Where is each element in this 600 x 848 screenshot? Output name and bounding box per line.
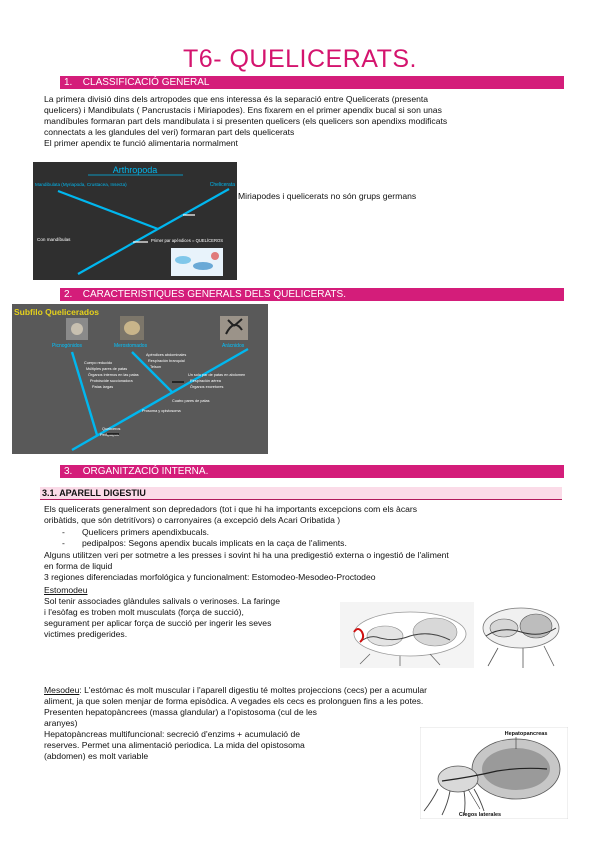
mesodeu-line-5: (abdomen) es molt variable — [44, 751, 149, 761]
mesodeu-line-2: aranyes) — [44, 718, 78, 728]
mesodeu-line-4: reserves. Permet una alimentació periodica. La mida del opistosoma — [44, 740, 305, 750]
arthropoda-cladogram — [33, 162, 237, 280]
spider-anatomy-figure-2 — [478, 596, 564, 674]
subsection-3-1-heading: APARELL DIGESTIU — [59, 488, 146, 498]
page-title: T6- QUELICERATS. — [183, 45, 417, 73]
label-hepatopancreas: Hepatopancreas — [504, 731, 548, 737]
cladogram-title: Arthropoda — [112, 165, 158, 175]
hepatopancreas-figure — [420, 727, 568, 819]
note-10: Órganos excretores — [190, 385, 224, 389]
mesodeu-line-0: aliment, ja que solen menjar de forma episòdica. A vegades els cecs es prolonguen fins a les potes. — [44, 696, 424, 706]
s1-line-2: mandíbules formaran part dels mandibulata i si presenten quelicers (els quelicers son apendixs modificats — [44, 116, 448, 126]
after-line-1: en forma de liquid — [44, 561, 113, 571]
estomodeu-line-1: i l'esòfag es troben molt musculats (força de succió), — [44, 607, 244, 617]
estomodeu-line-3: victimes predigerides. — [44, 629, 128, 639]
section-1-text — [44, 94, 560, 149]
intro-line-1: oribàtids, que són detritívors) o carronyaires (a excepció dels Acari Oribatida ) — [44, 515, 341, 525]
subsection-3-1-number: 3.1. — [42, 488, 58, 498]
cladogram-mid-right-label: Primer par apéndices = QUELÍCEROS — [151, 238, 224, 243]
note-5: Apéndices abdominales — [146, 353, 187, 357]
arachnid-photo — [220, 316, 248, 340]
note-12: Prosoma y opistosoma — [142, 409, 181, 413]
s1-line-3: connectats a les glandules del veri) formaran part dels quelicerats — [44, 127, 295, 137]
cladogram-left-label: Mandibulata (Myriapoda, Crustacea, Insecta) — [35, 182, 127, 187]
taxon-merostomados: Merostomados — [114, 343, 148, 349]
note-4: Patas largas — [92, 385, 114, 389]
intro-line-0: Els quelicerats generalment son depredadors (tot i que hi ha importants excepcions com els àcars — [44, 504, 418, 514]
s1-line-1: quelicers) i Mandibulats ( Pancrustacis i Miriapodes). Ens fixarem en el primer apendix bucal si son unas — [44, 105, 442, 115]
cladogram-mid-left-label: Con mandíbulas — [37, 237, 71, 242]
section-3-number: 3. — [64, 466, 73, 477]
digestiu-after — [44, 550, 560, 583]
note-8: Un solo par de patas en abdomen — [188, 373, 246, 377]
spider-anatomy-figure-1 — [340, 602, 474, 668]
subsection-3-1-header — [40, 487, 562, 500]
s1-line-0: La primera divisió dins dels artropodes que ens interessa és la separació entre Quelicerats (presenta — [44, 94, 429, 104]
section-2-heading: CARACTERISTIQUES GENERALS DELS QUELICERATS. — [82, 289, 346, 300]
estomodeu-line-2: segurament per aplicar força de succió per ingerir les seves — [44, 618, 272, 628]
note-3: Probóscide succionadora — [90, 379, 133, 383]
note-2: Órganos internos en las patas — [88, 373, 139, 377]
note-1: Múltiples pares de patas — [86, 367, 128, 371]
bullet-text-0: Quelicers primers apendixbucals. — [82, 527, 210, 537]
taxon-picnogonidos: Picnogónidos — [52, 343, 83, 349]
s1-line-4: El primer apendix te funció alimentaria normalment — [44, 138, 238, 148]
mesodeu-line-3: Hepatopàncreas multifuncional: secreció d'enzims + acumulació de — [44, 729, 301, 739]
section-1-number: 1. — [64, 77, 73, 88]
note-7: Telson — [150, 365, 161, 369]
section-2-header — [60, 288, 564, 301]
quelicerats-cladogram — [12, 304, 268, 454]
bullet-text-1: pedipalpos: Segons apendix bucals implicats en la caça de l'aliments. — [82, 538, 347, 548]
section-3-heading: ORGANITZACIÓ INTERNA. — [82, 466, 209, 477]
section-2-number: 2. — [64, 289, 73, 300]
mesodeu-line-first — [44, 685, 560, 696]
note-9: Respiración aérea — [190, 379, 221, 383]
note-13: Quelíceros — [102, 427, 121, 431]
mesodeu-heading: Mesodeu — [44, 685, 80, 695]
cladogram2-title: Subfilo Quelicerados — [14, 307, 100, 317]
digestiu-bullets — [62, 527, 562, 549]
note-0: Cuerpo reducido — [84, 361, 113, 365]
cladogram-right-label: Chelicerata — [209, 182, 235, 188]
after-line-0: Alguns utilitzen veri per sotmetre a les presses i sovint hi ha una predigestió externa o ingestió de l'aliment — [44, 550, 449, 560]
note-14: Pedipalpos — [100, 433, 119, 437]
bullet-item-0: - Quelicers primers apendixbucals. — [62, 527, 210, 537]
mesodeu-line-1: Presenten hepatopàncrees (massa glandular) a l'opistosoma (cul de les — [44, 707, 317, 717]
section-3-header — [60, 465, 564, 478]
digestiu-intro — [44, 504, 560, 526]
taxon-aracnidos: Arácnidos — [222, 343, 245, 349]
section-1-heading: CLASSIFICACIÓ GENERAL — [82, 77, 210, 88]
label-ciegos-laterales: Ciegos laterales — [458, 812, 502, 818]
bullet-item-1: - pedipalpos: Segons apendix bucals implicats en la caça de l'aliments. — [62, 538, 347, 548]
section-1-side-note: Miriapodes i quelicerats no són grups germans — [238, 191, 417, 201]
note-11: Cuatro pares de patas — [172, 399, 210, 403]
estomodeu-heading: Estomodeu — [44, 585, 88, 595]
after-line-2: 3 regiones diferenciadas morfológica y funcionalment: Estomodeo-Mesodeo-Proctodeo — [44, 572, 376, 582]
section-1-header — [60, 76, 564, 89]
estomodeu-block — [44, 585, 340, 640]
note-6: Respiración branquial — [148, 359, 185, 363]
estomodeu-line-0: Sol tenir associades glàndules salivals o verinoses. La faringe — [44, 596, 280, 606]
mesodeu-first-line-rest: : L'estómac és molt muscular i l'aparell digestiu té moltes projeccions (cecs) per a acumular — [79, 685, 428, 695]
